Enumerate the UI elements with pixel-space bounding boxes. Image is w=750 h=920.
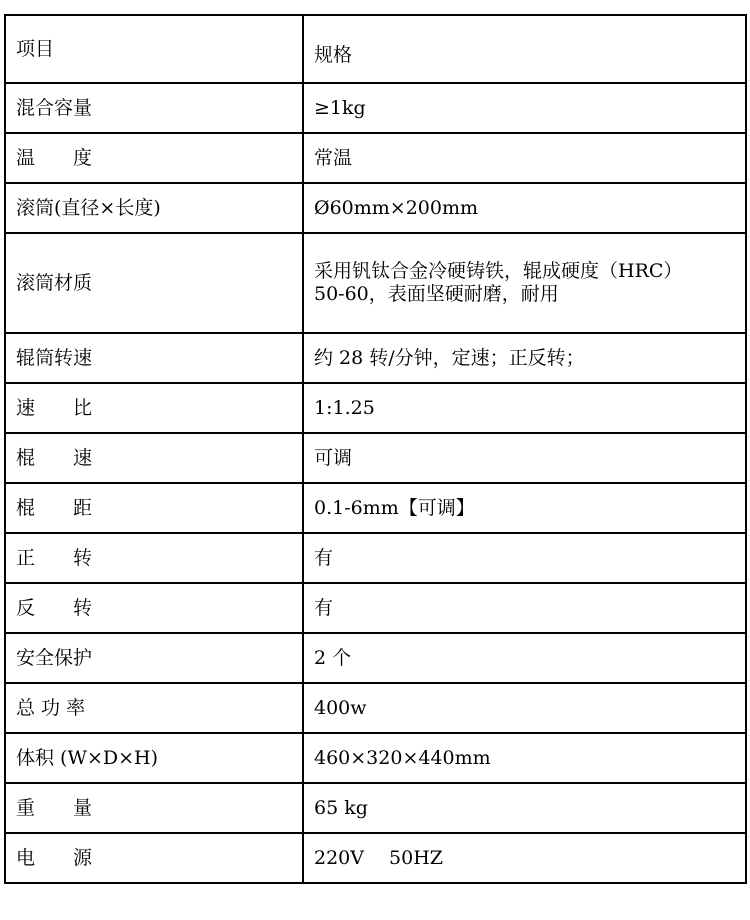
item-cell: 棍 速 [5, 433, 303, 483]
item-cell: 安全保护 [5, 633, 303, 683]
table-row [5, 433, 746, 483]
header-spec-cell: 规格 [303, 15, 746, 83]
spec-cell [303, 233, 746, 333]
spec-cell: 常温 [303, 133, 746, 183]
spec-cell: Ø60mm×200mm [303, 183, 746, 233]
spec-cell: 2 个 [303, 633, 746, 683]
item-cell: 滚筒材质 [5, 233, 303, 333]
item-cell: 正 转 [5, 533, 303, 583]
item-cell: 棍 距 [5, 483, 303, 533]
table-row [5, 633, 746, 683]
spec-cell: 有 [303, 533, 746, 583]
table-row [5, 233, 746, 333]
table-row [5, 533, 746, 583]
table-row [5, 733, 746, 783]
spec-cell: 有 [303, 583, 746, 633]
table-row [5, 133, 746, 183]
table-row [5, 833, 746, 883]
item-cell: 温 度 [5, 133, 303, 183]
table-row [5, 783, 746, 833]
spec-table [4, 14, 747, 884]
table-row [5, 83, 746, 133]
spec-line: 50-60，表面坚硬耐磨，耐用 [314, 283, 559, 305]
spec-cell: 220V 50HZ [303, 833, 746, 883]
table-row [5, 483, 746, 533]
item-cell: 速 比 [5, 383, 303, 433]
table-row [5, 583, 746, 633]
header-item-cell: 项目 [5, 15, 303, 83]
item-cell: 滚筒(直径×长度) [5, 183, 303, 233]
table-row [5, 683, 746, 733]
item-cell: 重 量 [5, 783, 303, 833]
item-cell: 电 源 [5, 833, 303, 883]
table-row [5, 333, 746, 383]
spec-cell: ≥1kg [303, 83, 746, 133]
table-header-row [5, 15, 746, 83]
item-cell: 辊筒转速 [5, 333, 303, 383]
item-cell: 总 功 率 [5, 683, 303, 733]
spec-cell: 可调 [303, 433, 746, 483]
item-cell: 反 转 [5, 583, 303, 633]
table-row [5, 383, 746, 433]
spec-cell: 460×320×440mm [303, 733, 746, 783]
spec-cell: 400w [303, 683, 746, 733]
table-row [5, 183, 746, 233]
spec-line: 采用钒钛合金冷硬铸铁，辊成硬度（HRC） [314, 260, 683, 283]
spec-cell: 1:1.25 [303, 383, 746, 433]
item-cell: 混合容量 [5, 83, 303, 133]
spec-cell: 约 28 转/分钟，定速；正反转； [303, 333, 746, 383]
item-cell: 体积 (W×D×H) [5, 733, 303, 783]
spec-cell: 65 kg [303, 783, 746, 833]
spec-cell: 0.1-6mm【可调】 [303, 483, 746, 533]
